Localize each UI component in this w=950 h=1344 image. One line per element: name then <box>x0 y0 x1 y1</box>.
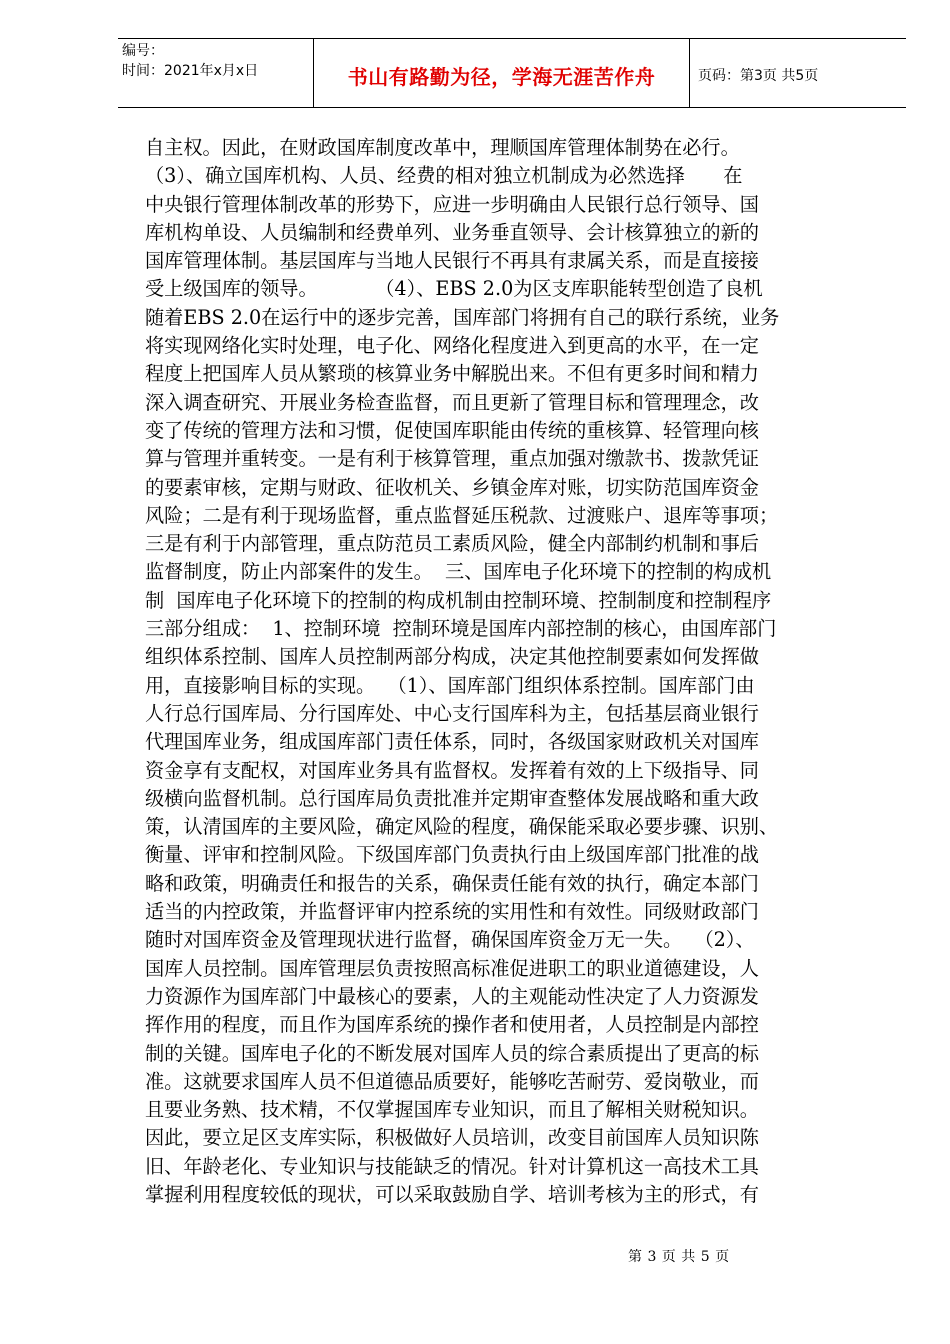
body-line: 国库管理体制。基层国库与当地人民银行不再具有隶属关系，而是直接接 <box>145 249 759 273</box>
body-line: 库机构单设、人员编制和经费单列、业务垂直领导、会计核算独立的新的 <box>145 220 759 244</box>
body-line: 算与管理并重转变。一是有利于核算管理，重点加强对缴款书、拨款凭证 <box>145 447 759 471</box>
body-line: 制 国库电子化环境下的控制的构成机制由控制环境、控制制度和控制程序 <box>145 588 772 612</box>
header-page-label: 页码：第3页 共5页 <box>698 68 819 84</box>
body-line: 制的关键。国库电子化的不断发展对国库人员的综合素质提出了更高的标 <box>145 1041 759 1065</box>
header-meta <box>118 39 314 107</box>
body-line: 级横向监督机制。总行国库局负责批准并定期审查整体发展战略和重大政 <box>145 786 759 810</box>
body-line: 用，直接影响目标的实现。 （1）、国库部门组织体系控制。国库部门由 <box>145 673 755 697</box>
body-line: 三部分组成： 1、控制环境 控制环境是国库内部控制的核心，由国库部门 <box>145 617 777 641</box>
body-line: 略和政策，明确责任和报告的关系，确保责任能有效的执行，确定本部门 <box>145 871 759 895</box>
body-line: 将实现网络化实时处理，电子化、网络化程度进入到更高的水平，在一定 <box>145 334 759 358</box>
body-line: 国库人员控制。国库管理层负责按照高标准促进职工的职业道德建设，人 <box>145 956 759 980</box>
body-line: 资金享有支配权，对国库业务具有监督权。发挥着有效的上下级指导、同 <box>145 758 759 782</box>
page-footer: 第 3 页 共 5 页 <box>628 1249 730 1265</box>
body-line: 策，认清国库的主要风险，确定风险的程度，确保能采取必要步骤、识别、 <box>145 815 779 839</box>
body-line: 代理国库业务，组成国库部门责任体系，同时，各级国家财政机关对国库 <box>145 730 759 754</box>
body-line: 风险；二是有利于现场监督，重点监督延压税款、过渡账户、退库等事项； <box>145 503 779 527</box>
body-line: 自主权。因此，在财政国库制度改革中，理顺国库管理体制势在必行。 <box>145 136 740 159</box>
body-line: 三是有利于内部管理，重点防范员工素质风险，健全内部制约机制和事后 <box>145 532 759 556</box>
body-line: 变了传统的管理方法和习惯，促使国库职能由传统的重核算、轻管理向核 <box>145 418 759 442</box>
body-line: 受上级国库的领导。 （4）、EBS 2.0为区支库职能转型创造了良机 <box>145 277 763 301</box>
body-line: 随着EBS 2.0在运行中的逐步完善，国库部门将拥有自己的联行系统，业务 <box>145 305 780 329</box>
body-line: 力资源作为国库部门中最核心的要素，人的主观能动性决定了人力资源发 <box>145 984 759 1008</box>
body-line: 衡量、评审和控制风险。下级国库部门负责执行由上级国库部门批准的战 <box>145 843 759 867</box>
body-line: 组织体系控制、国库人员控制两部分构成，决定其他控制要素如何发挥做 <box>145 645 759 669</box>
header-motto: 书山有路勤为径，学海无涯苦作舟 <box>314 39 690 107</box>
body-line: 中央银行管理体制改革的形势下，应进一步明确由人民银行总行领导、国 <box>145 192 759 216</box>
document-body <box>145 134 867 1209</box>
body-line: （3）、确立国库机构、人员、经费的相对独立机制成为必然选择 在 <box>145 164 743 188</box>
body-line: 因此，要立足区支库实际，积极做好人员培训，改变目前国库人员知识陈 <box>145 1126 759 1150</box>
body-line: 随时对国库资金及管理现状进行监督，确保国库资金万无一失。 （2）、 <box>145 928 755 952</box>
body-line: 且要业务熟、技术精，不仅掌握国库专业知识，而且了解相关财税知识。 <box>145 1098 759 1122</box>
body-line: 程度上把国库人员从繁琐的核算业务中解脱出来。不但有更多时间和精力 <box>145 362 759 386</box>
body-line: 适当的内控政策，并监督评审内控系统的实用性和有效性。同级财政部门 <box>145 900 759 924</box>
body-line: 旧、年龄老化、专业知识与技能缺乏的情况。针对计算机这一高技术工具 <box>145 1154 759 1178</box>
page-header <box>118 38 906 108</box>
body-line: 监督制度，防止内部案件的发生。 三、国库电子化环境下的控制的构成机 <box>145 560 772 584</box>
number-label: 编号： <box>122 43 164 59</box>
body-line: 深入调查研究、开展业务检查监督，而且更新了管理目标和管理理念，改 <box>145 390 759 414</box>
body-line: 挥作用的程度，而且作为国库系统的操作者和使用者，人员控制是内部控 <box>145 1013 759 1037</box>
body-line: 的要素审核，定期与财政、征收机关、乡镇金库对账，切实防范国库资金 <box>145 475 759 499</box>
body-line: 准。这就要求国库人员不但道德品质要好，能够吃苦耐劳、爱岗敬业，而 <box>145 1069 759 1093</box>
time-label: 时间：2021年x月x日 <box>122 63 259 79</box>
body-line: 掌握利用程度较低的现状，可以采取鼓励自学、培训考核为主的形式，有 <box>145 1182 759 1206</box>
body-line: 人行总行国库局、分行国库处、中心支行国库科为主，包括基层商业银行 <box>145 701 759 725</box>
